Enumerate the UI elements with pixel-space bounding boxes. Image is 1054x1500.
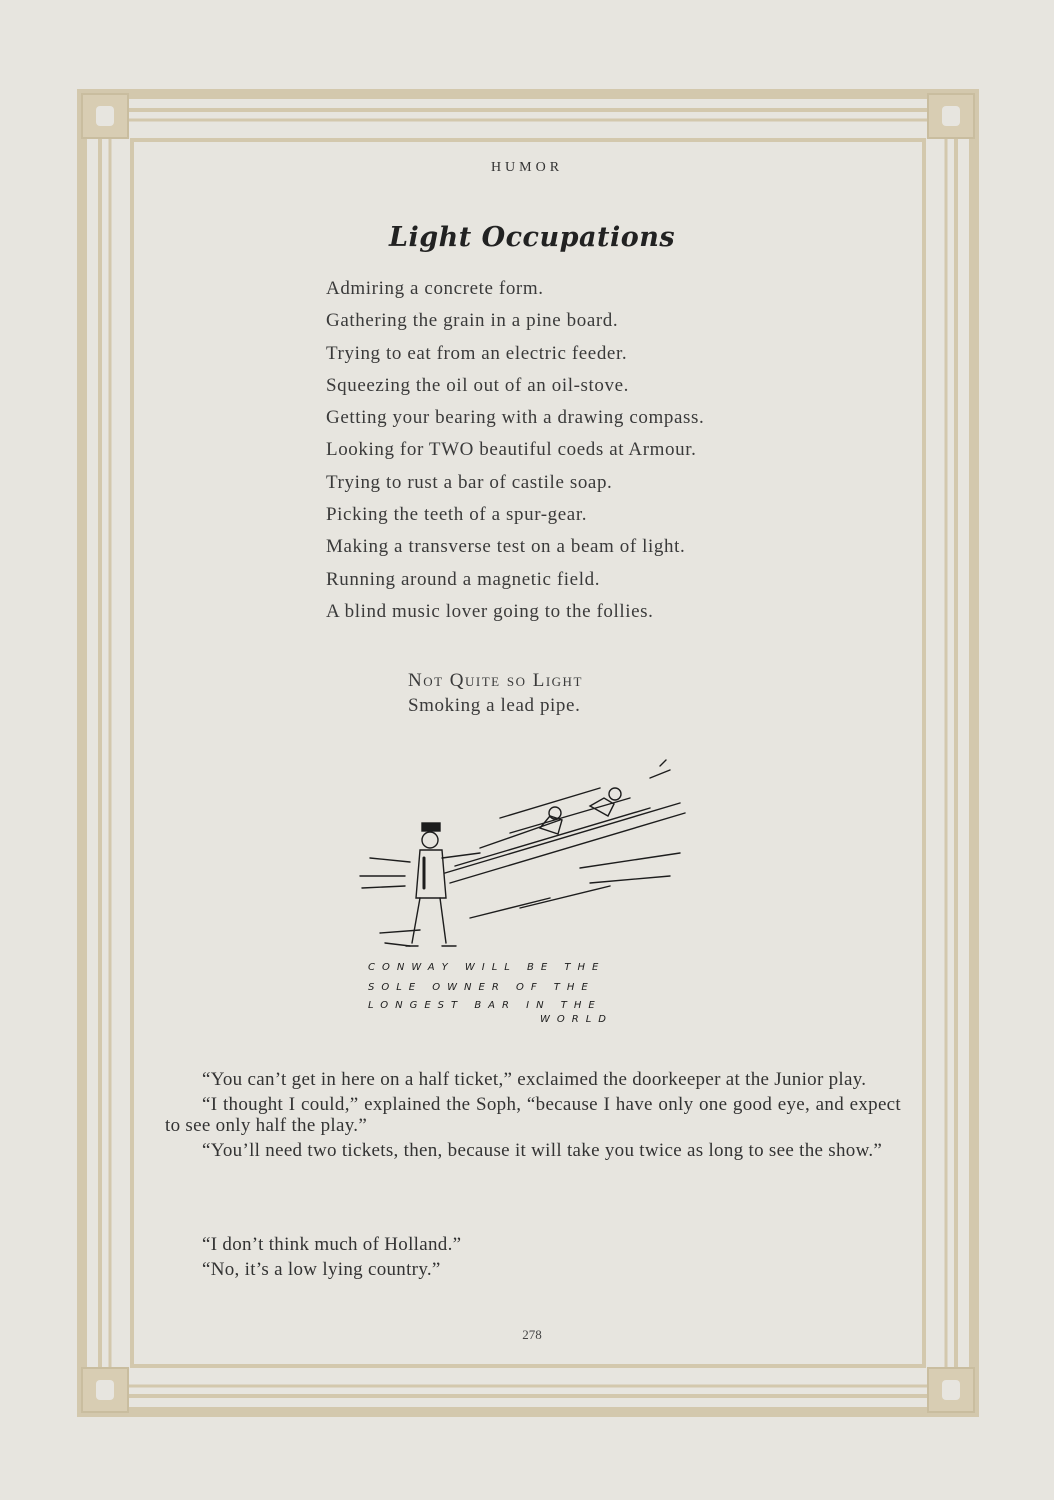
paragraph: “I don’t think much of Holland.”: [202, 1234, 462, 1255]
cartoon-illustration: [350, 758, 720, 1033]
section-header: HUMOR: [490, 160, 564, 175]
list-item: Squeezing the oil out of an oil-stove.: [326, 374, 629, 396]
not-quite-heading: Not Quite so Light: [408, 670, 583, 691]
list-item: Picking the teeth of a spur-gear.: [326, 504, 588, 526]
cartoon-caption-line: CONWAY WILL BE THE: [368, 962, 606, 973]
paragraph: “You’ll need two tickets, then, because it will take you twice as long to see the show.”: [202, 1140, 883, 1161]
not-quite-block: [408, 668, 583, 718]
list-item: Getting your bearing with a drawing compass.: [326, 407, 705, 429]
list-item: Looking for TWO beautiful coeds at Armour.: [326, 439, 697, 461]
joke-two: [165, 1234, 901, 1284]
paragraph: “You can’t get in here on a half ticket,” exclaimed the doorkeeper at the Junior play.: [202, 1069, 867, 1090]
list-item: Making a transverse test on a beam of light.: [326, 536, 686, 558]
list-item: A blind music lover going to the follies.: [326, 600, 654, 622]
page-number: 278: [522, 1327, 542, 1342]
cartoon-caption-line: LONGEST BAR IN THE: [368, 1000, 602, 1011]
occupations-list: [326, 274, 796, 629]
list-item: Trying to rust a bar of castile soap.: [326, 471, 613, 493]
cartoon-caption-line: SOLE OWNER OF THE: [368, 982, 595, 993]
not-quite-line: Smoking a lead pipe.: [408, 695, 581, 716]
list-item: Gathering the grain in a pine board.: [326, 310, 619, 332]
paragraph: “I thought I could,” explained the Soph, “because I have only one good eye, and expect to see only half the play.”: [165, 1094, 901, 1136]
joke-one: [165, 1069, 901, 1165]
list-item: Admiring a concrete form.: [326, 278, 544, 299]
list-item: Running around a magnetic field.: [326, 568, 601, 590]
page-title: Light Occupations: [388, 222, 676, 253]
cartoon-caption-line: WORLD: [540, 1014, 613, 1025]
paragraph: “No, it’s a low lying country.”: [202, 1259, 441, 1280]
list-item: Trying to eat from an electric feeder.: [326, 342, 628, 364]
